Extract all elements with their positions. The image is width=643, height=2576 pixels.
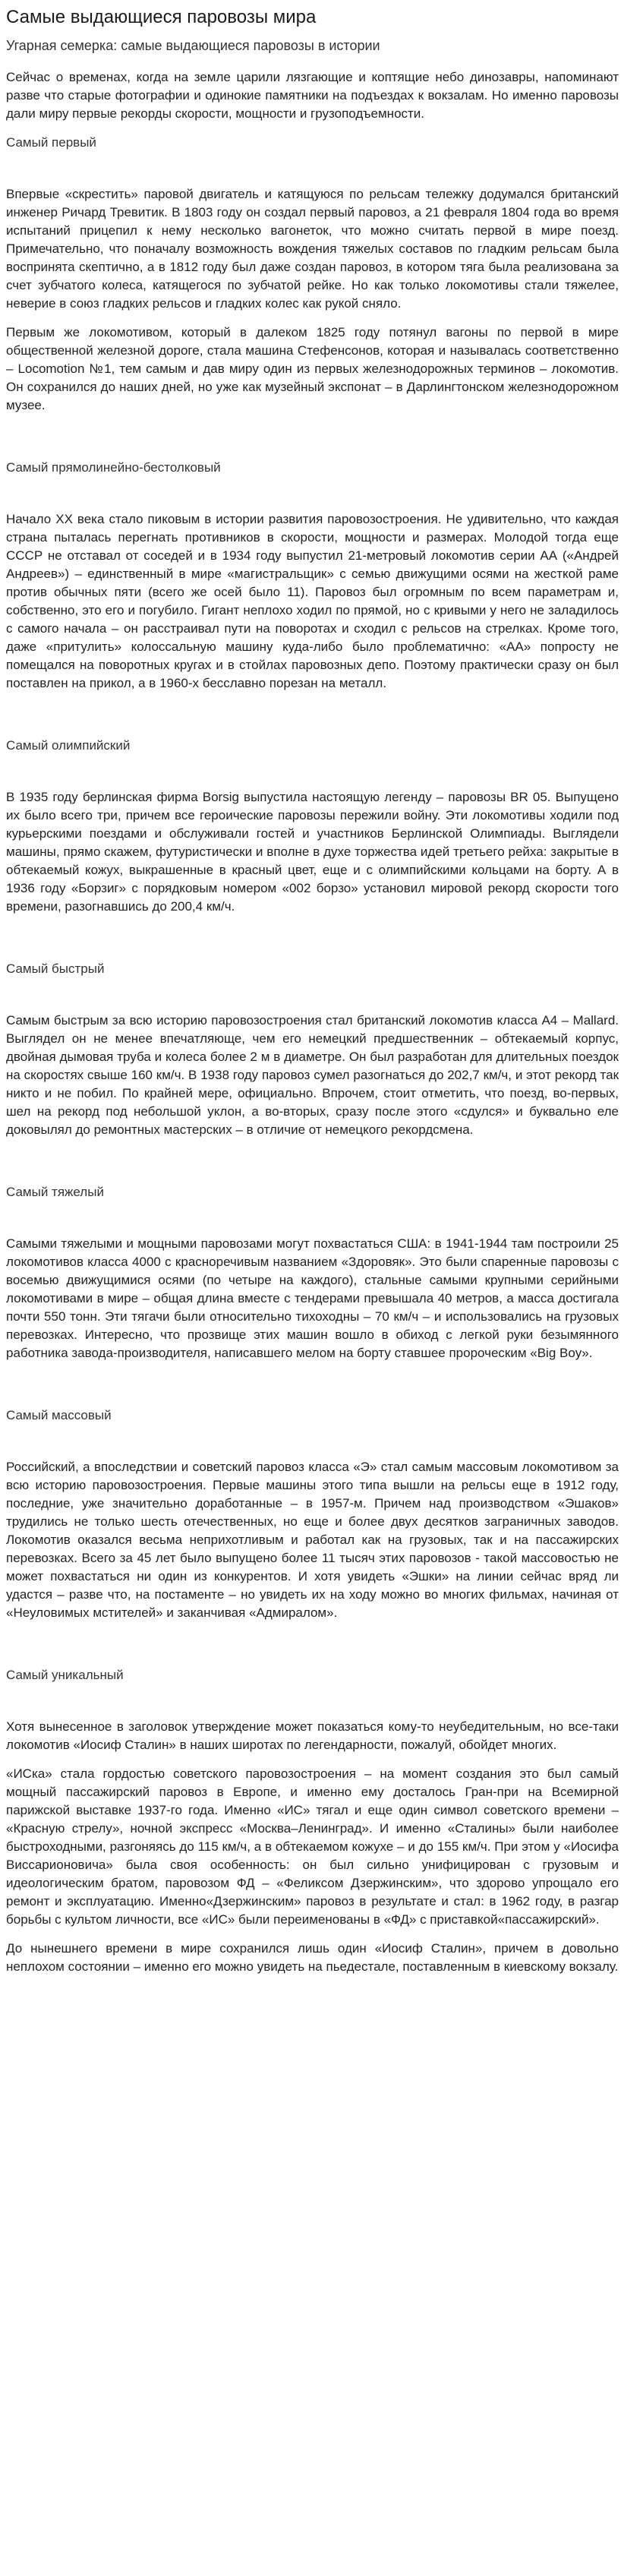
section-paragraph: Впервые «скрестить» паровой двигатель и катящуюся по рельсам тележку додумался британский инженер Ричард Тревитик. В 1803 году он создал первый паровоз, а 21 февраля 1804 года во время испытаний прицепил к нему несколько вагонеток, что можно считать первой в мире поезд. Примечательно, что поначалу возможность вождения тяжелых составов по гладким рельсам была воспринята скептично, а в 1812 году был даже создан паровоз, в котором тяга была реализована за счет зубчатого колеса, катящегося по зубчатой рейке. Но как только локомотивы стали тяжелее, неверие в союз гладких рельсов и гладких колес как рукой сняло. [6, 187, 619, 311]
section-spacer [6, 1633, 619, 1666]
section-paragraph: В 1935 году берлинская фирма Borsig выпустила настоящую легенду – паровозы BR 05. Выпущено их было всего три, причем все героические паровозы пережили войну. Эти локомотивы ходили под курьерскими поездами и обслуживали гостей и участников Берлинской Олимпиады. Выглядели машины, прямо скажем, футуристически и вполне в духе торжества идей третьего рейха: закрытые в обтекаемый кожух, выкрашенные в красный цвет, еще и с олимпийскими кольцами на борту. А в 1936 году «Борзиг» с порядковым номером «002 борзо» установил мировой рекорд скорости того времени, разогнавшись до 200,4 км/ч. [6, 790, 619, 914]
section-heading: Самый уникальный [6, 1668, 124, 1682]
section-paragraph: Первым же локомотивом, который в далеком 1825 году потянул вагоны по первой в мире общественной железной дороге, стала машина Стефенсонов, которая и называлась соответственно – Locomotion №1, тем самым и дав миру один из первых железнодорожных терминов – локомотив. Он сохранился до наших дней, но уже как музейный экспонат – в Дарлингтонском железнодорожном музее. [6, 325, 619, 412]
section-spacer [6, 1150, 619, 1183]
section-heading: Самый прямолинейно-бестолковый [6, 460, 221, 475]
article-section [6, 960, 619, 1183]
article-section [6, 1183, 619, 1406]
section-paragraph: Начало XX века стало пиковым в истории развития паровозостроения. Не удивительно, что каждая страна пыталась перегнать противников в скорости, мощности и размерах. Молодой тогда еще СССР не отставал от соседей и в 1934 году выпустил 21-метровый локомотив серии АА («Андрей Андреев») – единственный в мире «магистральщик» с семью движущими осями на жесткой раме против обычных пяти (всего же осей было 11). Паровоз был огромным по всем параметрам и, собственно, это его и погубило. Гигант неплохо ходил по прямой, но с кривыми у него не заладилось с самого начала – он расстраивал пути на поворотах и сходил с рельсов на стрелках. Кроме того, даже «притулить» колоссальную машину куда-либо было проблематично: «АА» попросту не помещался на поворотных кругах и в стойлах паровозных депо. Поэтому практически сразу он был поставлен на прикол, а в 1960-х бесславно порезан на металл. [6, 512, 619, 690]
article-subtitle: Угарная семерка: самые выдающиеся паровозы в истории [6, 38, 380, 53]
section-heading: Самый массовый [6, 1408, 112, 1422]
article-section [6, 1666, 619, 1976]
article-section [6, 737, 619, 960]
article-intro: Сейчас о временах, когда на земле царили лязгающие и коптящие небо динозавры, напоминают разве что старые фотографии и одинокие памятники на подъездах к вокзалам. Но именно паровозы дали миру первые рекорды скорости, мощности и грузоподъемности. [6, 70, 619, 121]
article-section [6, 459, 619, 737]
section-heading: Самый тяжелый [6, 1185, 104, 1199]
section-spacer [6, 927, 619, 960]
article-section [6, 1406, 619, 1666]
section-paragraph: Российский, а впоследствии и советский паровоз класса «Э» стал самым массовым локомотивом за всю историю паровозостроения. Первые машины этого типа вышли на рельсы еще в 1912 году, последние, уже значительно доработанные – в 1957-м. Причем над производством «Эшаков» трудились не только шесть отечественных, но еще и более двух десятков заграничных заводов. Локомотив оказался весьма неприхотливым и работал как на грузовых, так и на пассажирских перевозках. Всего за 45 лет было выпущено более 11 тысяч этих паровозов - такой массовостью не может похвастаться ни один из конкурентов. И хотя увидеть «Эшки» на линии сейчас вряд ли удастся – разве что, на постаменте – но увидеть их на ходу можно во многих фильмах, начиная от «Неуловимых мстителей» и заканчивая «Адмиралом». [6, 1460, 619, 1620]
section-paragraph: Самым быстрым за всю историю паровозостроения стал британский локомотив класса A4 – Mallard. Выглядел он не менее впечатляюще, чем его немецкий предшественник – обтекаемый корпус, двойная дымовая труба и колеса более 2 м в диаметре. Он был разработан для длительных поездок на скоростях свыше 160 км/ч. В 1938 году паровоз сумел разогнаться до 202,7 км/ч, и этот рекорд так никто и не побил. По крайней мере, официально. Впрочем, стоит отметить, что поезд, во-первых, шел на рекорд под небольшой уклон, а во-вторых, сразу после этого «сдулся» и буквально еле доковылял до ремонтных мастерских – в отличие от немецкого рекордсмена. [6, 1013, 619, 1137]
section-heading: Самый олимпийский [6, 738, 131, 753]
section-spacer [6, 703, 619, 737]
article-sections [6, 134, 619, 1976]
section-spacer [6, 1373, 619, 1406]
article-section [6, 134, 619, 459]
section-paragraph: Самыми тяжелыми и мощными паровозами могут похвастаться США: в 1941-1944 там построили 25 локомотивов класса 4000 с красноречивым названием «Здоровяк». Это были спаренные паровозы с восемью движущимися осями (по четыре на каждого), стальные самыми крупными серийными локомотивами в мире – общая длина вместе с тендерами превышала 40 метров, а масса достигала почти 550 тонн. Эти тягачи были относительно тихоходны – 70 км/ч – и использовались на грузовых перевозках. Интересно, что прозвище этих машин вошло в обиход с легкой руки безымянного работника завода-производителя, написавшего мелом на борту ставшее пророческим «Big Boy». [6, 1236, 619, 1360]
section-paragraph: До нынешнего времени в мире сохранился лишь один «Иосиф Сталин», причем в довольно неплохом состоянии – именно его можно увидеть на пьедестале, поставленным в киевскому вокзалу. [6, 1941, 619, 1974]
section-heading: Самый первый [6, 135, 96, 150]
article-title: Самые выдающиеся паровозы мира [6, 7, 317, 27]
section-paragraph: «ИСка» стала гордостью советского паровозостроения – на момент создания это был самый мощный пассажирский паровоз в Европе, и именно ему досталось Гран-при на Всемирной парижской выставке 1937-го года. Именно «ИС» тягал и еще один символ советского времени – «Красную стрелу», ночной экспресс «Москва–Ленинград». И именно «Сталины» были наиболее быстроходными, разгоняясь до 115 км/ч, а в обтекаемом кожухе – и до 155 км/ч. При этом у «Иосифа Виссарионовича» была своя особенность: он был сильно унифицирован с грузовым и идеологическим братом, паровозом ФД – «Феликсом Дзержинским», что здорово упрощало его ремонт и эксплуатацию. Именно«Дзержинским» паровоз в результате и стал: в 1962 году, в разгар борьбы с культом личности, все «ИС» были переименованы в «ФД» с приставкой«пассажирский». [6, 1766, 619, 1927]
section-spacer [6, 425, 619, 459]
section-paragraph: Хотя вынесенное в заголовок утверждение может показаться кому-то неубедительным, но все-таки локомотив «Иосиф Сталин» в наших широтах по легендарности, пожалуй, обойдет многих. [6, 1719, 619, 1752]
section-heading: Самый быстрый [6, 961, 105, 976]
